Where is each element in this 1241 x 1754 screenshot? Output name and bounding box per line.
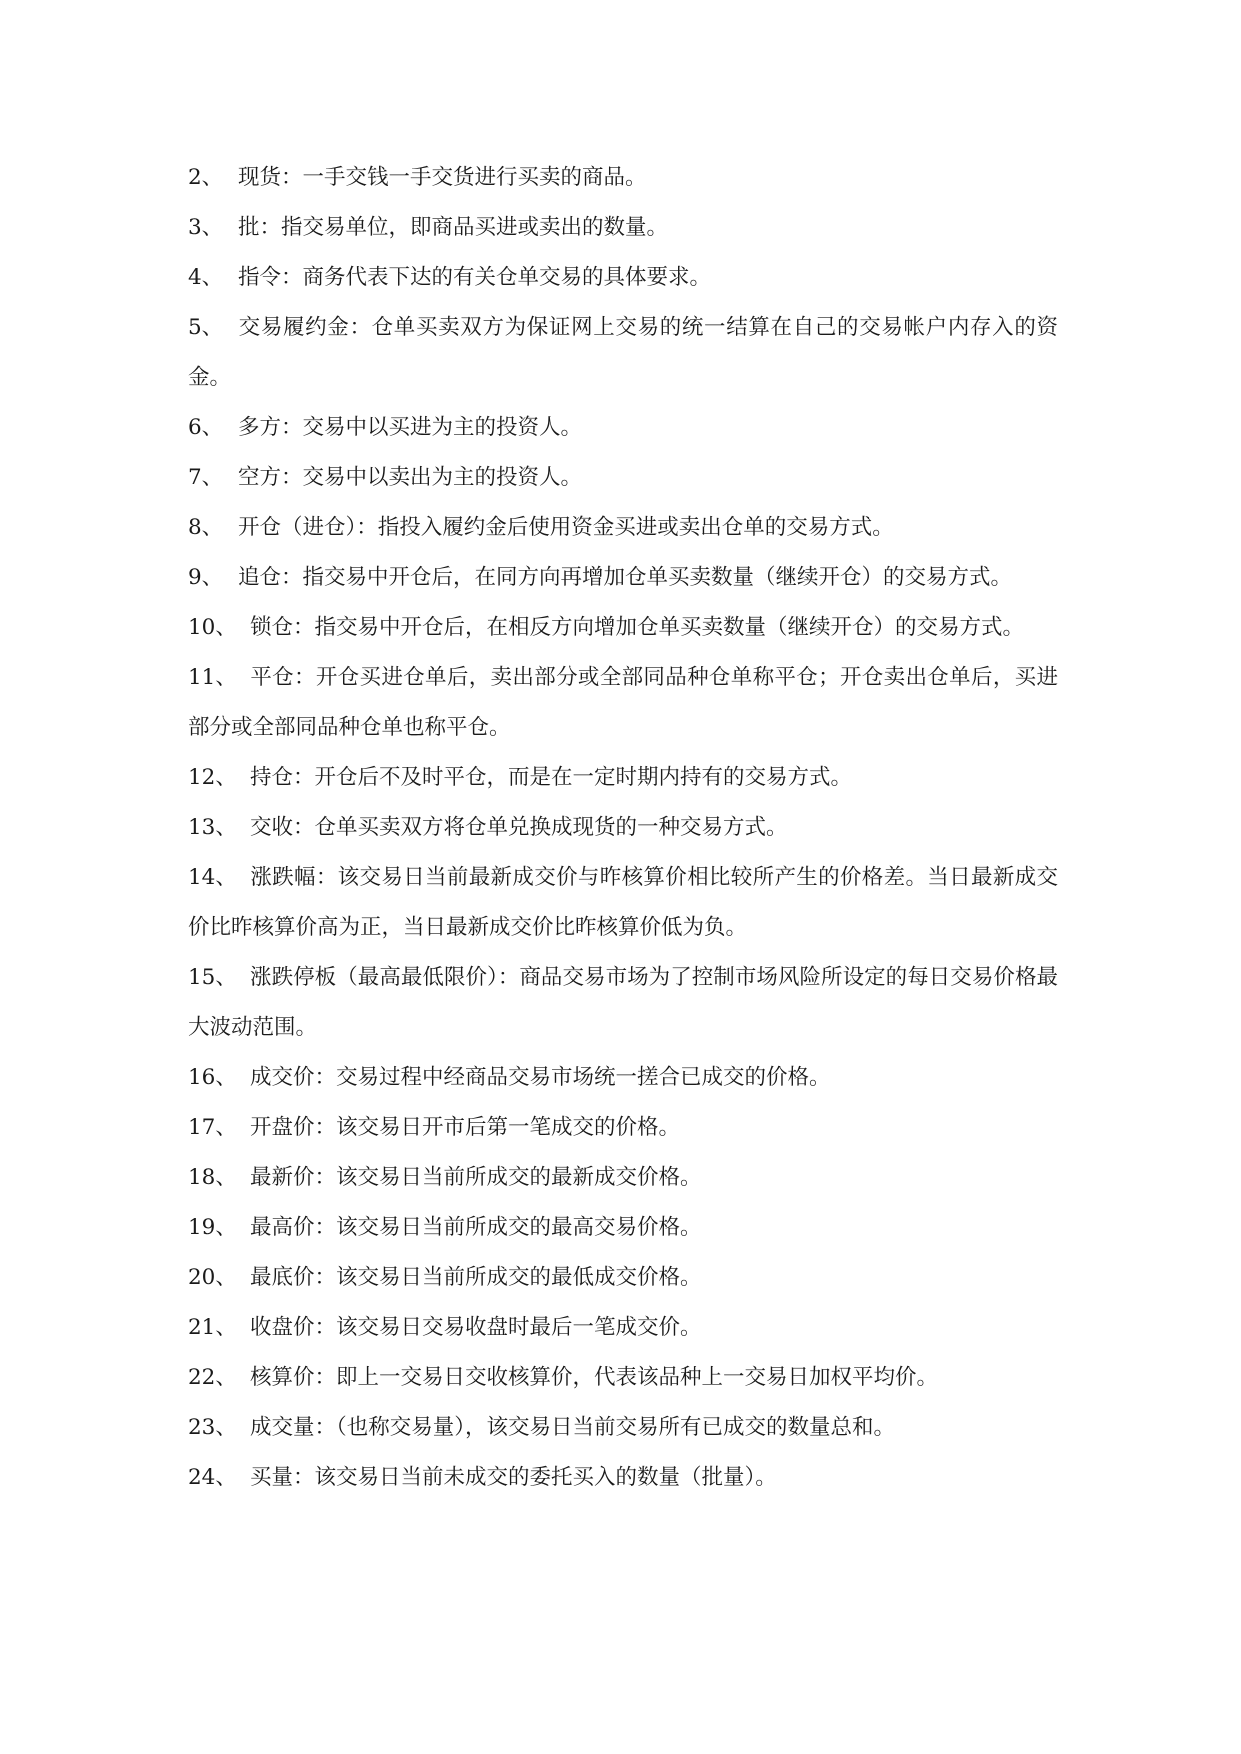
list-item [188, 253, 1058, 303]
definition-list [188, 153, 1058, 1503]
item-number: 5、 [188, 315, 224, 340]
item-number: 16、 [188, 1065, 237, 1090]
item-text: 买量：该交易日当前未成交的委托买入的数量（批量）。 [250, 1465, 777, 1490]
item-number: 8、 [188, 515, 224, 540]
item-text: 成交价：交易过程中经商品交易市场统一搓合已成交的价格。 [250, 1065, 831, 1090]
list-item [188, 1153, 1058, 1203]
item-number: 21、 [188, 1315, 237, 1340]
item-number: 22、 [188, 1365, 237, 1390]
item-text: 平仓：开仓买进仓单后，卖出部分或全部同品种仓单称平仓；开仓卖出仓单后，买进部分或全部同品种仓单也称平仓。 [188, 665, 1058, 740]
list-item [188, 1353, 1058, 1403]
item-text: 涨跌幅：该交易日当前最新成交价与昨核算价相比较所产生的价格差。当日最新成交价比昨核算价高为正，当日最新成交价比昨核算价低为负。 [188, 865, 1058, 940]
item-text: 指令：商务代表下达的有关仓单交易的具体要求。 [238, 265, 712, 290]
item-number: 23、 [188, 1415, 237, 1440]
item-text: 持仓：开仓后不及时平仓，而是在一定时期内持有的交易方式。 [250, 765, 853, 790]
list-item [188, 753, 1058, 803]
item-text: 批：指交易单位，即商品买进或卖出的数量。 [238, 215, 669, 240]
item-number: 15、 [188, 965, 237, 990]
item-text: 开盘价：该交易日开市后第一笔成交的价格。 [250, 1115, 681, 1140]
list-item [188, 403, 1058, 453]
item-text: 多方：交易中以买进为主的投资人。 [238, 415, 583, 440]
list-item [188, 953, 1058, 1053]
list-item [188, 553, 1058, 603]
item-number: 18、 [188, 1165, 237, 1190]
item-text: 最底价：该交易日当前所成交的最低成交价格。 [250, 1265, 702, 1290]
item-number: 19、 [188, 1215, 237, 1240]
item-text: 锁仓：指交易中开仓后，在相反方向增加仓单买卖数量（继续开仓）的交易方式。 [250, 615, 1025, 640]
item-number: 12、 [188, 765, 237, 790]
item-text: 涨跌停板（最高最低限价）：商品交易市场为了控制市场风险所设定的每日交易价格最大波动范围。 [188, 965, 1058, 1040]
list-item [188, 803, 1058, 853]
list-item [188, 453, 1058, 503]
list-item [188, 603, 1058, 653]
item-number: 2、 [188, 165, 224, 190]
item-number: 6、 [188, 415, 224, 440]
item-number: 24、 [188, 1465, 237, 1490]
item-text: 核算价：即上一交易日交收核算价，代表该品种上一交易日加权平均价。 [250, 1365, 939, 1390]
item-number: 17、 [188, 1115, 237, 1140]
item-number: 3、 [188, 215, 224, 240]
list-item [188, 1203, 1058, 1253]
item-text: 开仓（进仓）：指投入履约金后使用资金买进或卖出仓单的交易方式。 [238, 515, 894, 540]
item-number: 13、 [188, 815, 237, 840]
list-item [188, 1453, 1058, 1503]
list-item [188, 853, 1058, 953]
list-item [188, 503, 1058, 553]
item-text: 最高价：该交易日当前所成交的最高交易价格。 [250, 1215, 702, 1240]
item-number: 20、 [188, 1265, 237, 1290]
list-item [188, 653, 1058, 753]
list-item [188, 1303, 1058, 1353]
list-item [188, 1103, 1058, 1153]
list-item [188, 203, 1058, 253]
item-text: 交易履约金：仓单买卖双方为保证网上交易的统一结算在自己的交易帐户内存入的资金。 [188, 315, 1058, 390]
item-text: 成交量：（也称交易量），该交易日当前交易所有已成交的数量总和。 [250, 1415, 896, 1440]
item-number: 14、 [188, 865, 237, 890]
list-item [188, 153, 1058, 203]
item-text: 最新价：该交易日当前所成交的最新成交价格。 [250, 1165, 702, 1190]
item-number: 4、 [188, 265, 224, 290]
list-item [188, 1253, 1058, 1303]
item-text: 现货：一手交钱一手交货进行买卖的商品。 [238, 165, 647, 190]
item-text: 交收：仓单买卖双方将仓单兑换成现货的一种交易方式。 [250, 815, 788, 840]
list-item [188, 303, 1058, 403]
item-text: 空方：交易中以卖出为主的投资人。 [238, 465, 583, 490]
item-number: 9、 [188, 565, 224, 590]
list-item [188, 1053, 1058, 1103]
item-text: 追仓：指交易中开仓后，在同方向再增加仓单买卖数量（继续开仓）的交易方式。 [238, 565, 1013, 590]
item-text: 收盘价：该交易日交易收盘时最后一笔成交价。 [250, 1315, 702, 1340]
item-number: 10、 [188, 615, 237, 640]
item-number: 7、 [188, 465, 224, 490]
list-item [188, 1403, 1058, 1453]
item-number: 11、 [188, 665, 237, 690]
